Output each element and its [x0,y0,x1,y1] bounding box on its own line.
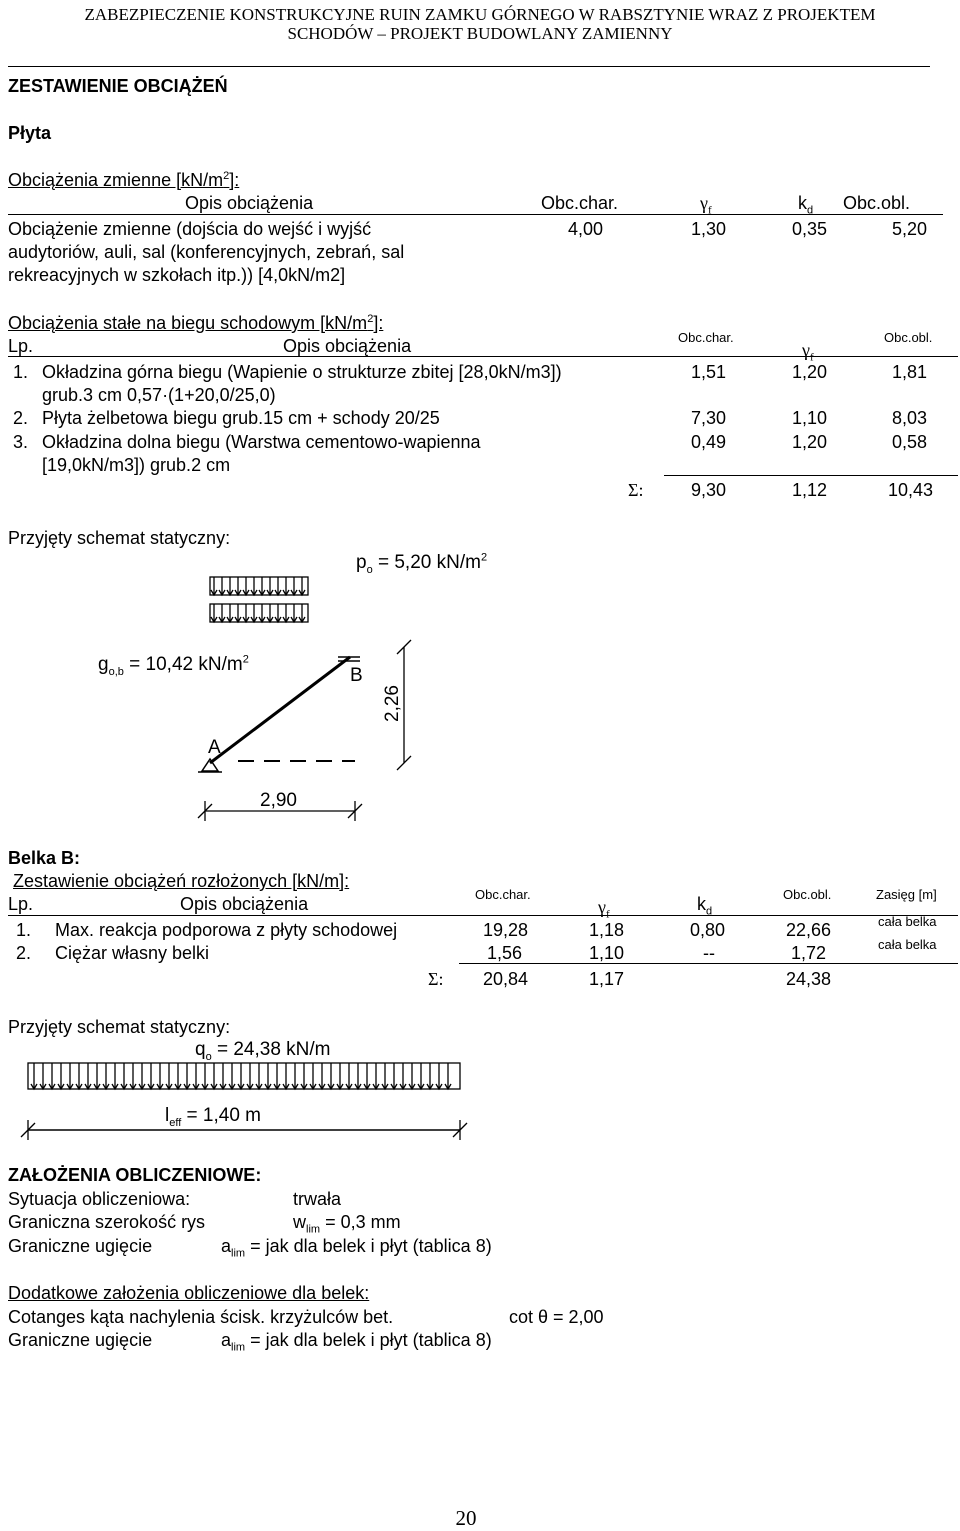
height-dimension-label: 2,26 [381,685,403,722]
dead-row-1-desc-2: grub.3 cm 0,57·(1+20,0/25,0) [42,385,276,405]
assumption-3-value: $a_{lim}$ = jak dla belek i płyt (tablica 8) [221,1236,492,1260]
dead-row-2-obl: 8,03 [891,408,927,428]
scheme-2-label: Przyjęty schemat statyczny: [8,1017,231,1037]
assumption-2-label: Graniczna szerokość rys [8,1212,206,1232]
beam-sum-char: 20,84 [482,969,528,989]
dead-col-gamma: $\gamma_f$ [802,340,814,364]
page-title: ZESTAWIENIE OBCIĄŻEŃ [8,76,228,96]
beam-row-2-char: 1,56 [486,943,522,963]
beam-row-1-obl: 22,66 [785,920,831,940]
assumption-3-label: Graniczne ugięcie [8,1236,153,1256]
live-load-label: $p_o = 5,20$ $kN/m^2$ [356,551,488,576]
beam-sum-obl: 24,38 [785,969,831,989]
beam-sum-label: Σ: [428,969,444,989]
variable-row-desc-2: audytoriów, auli, sal (konferencyjnych, zebrań, sal [8,242,405,262]
beam-row-2-lp: 2. [16,943,32,963]
assumption-1-label: Sytuacja obliczeniowa: [8,1189,191,1209]
height-dimension [397,640,411,770]
dead-col-obl: Obc.obl. [884,330,933,345]
dead-row-2-lp: 2. [13,408,29,428]
col-header-desc: Opis obciążenia [185,193,314,213]
section-subtitle: Płyta [8,123,52,143]
beam-row-1-gamma: 1,18 [588,920,624,940]
additional-2-value: $a_{lim}$ = jak dla belek i płyt (tablica 8) [221,1330,492,1354]
dead-row-3-desc-2: [19,0kN/m3]) grub.2 cm [42,455,231,475]
beam-row-2-k: -- [703,943,715,963]
variable-row-desc-1: Obciążenie zmienne (dojścia do wejść i wyjść [8,219,372,239]
header-line-2: SCHODÓW – PROJEKT BUDOWLANY ZAMIENNY [287,24,673,43]
dead-row-1-desc: Okładzina górna biegu (Wapienie o strukturze zbitej [28,0kN/m3]) [42,362,562,382]
dead-row-3-obl: 0,58 [891,432,927,452]
live-load-block [210,577,308,595]
beam-load-block [28,1063,460,1089]
dead-row-2-desc: Płyta żelbetowa biegu grub.15 cm + schody 20/25 [42,408,440,428]
variable-row-k: 0,35 [791,219,827,239]
variable-row-gamma: 1,30 [690,219,726,239]
col-header-k: $k_d$ [798,193,814,217]
dead-sum-char: 9,30 [690,480,726,500]
node-b-label: B [350,665,363,686]
beam-row-1-range: cała belka [878,914,937,929]
dead-sum-label: Σ: [628,480,644,500]
header-line-1: ZABEZPIECZENIE KONSTRUKCYJNE RUIN ZAMKU GÓRNEGO W RABSZTYNIE WRAZ Z PROJEKTEM [84,5,876,24]
dead-row-1-gamma: 1,20 [791,362,827,382]
beam-load-label: $q_o = 24,38$ kN/m [195,1039,331,1063]
dead-row-3-gamma: 1,20 [791,432,827,452]
col-header-obl: Obc.obl. [843,193,911,213]
span-dimension-label: 2,90 [260,790,297,811]
beam-col-char: Obc.char. [475,887,531,902]
beam-row-1-desc: Max. reakcja podporowa z płyty schodowej [55,920,398,940]
beam-col-k: $k_d$ [697,894,713,918]
dead-col-char: Obc.char. [678,330,734,345]
dead-row-1-obl: 1,81 [891,362,927,382]
dead-row-1-lp: 1. [13,362,29,382]
beam-col-lp: Lp. [8,894,34,914]
dead-sum-gamma: 1,12 [791,480,827,500]
additional-title: Dodatkowe założenia obliczeniowe dla belek: [8,1283,370,1303]
beam-col-gamma: $\gamma_f$ [598,897,610,921]
variable-row-char: 4,00 [567,219,603,239]
beam-row-1-lp: 1. [16,920,32,940]
dead-row-3-lp: 3. [13,432,29,452]
beam-sum-gamma: 1,17 [588,969,624,989]
beam-row-2-range: cała belka [878,937,937,952]
span-dimension [198,801,362,821]
beam-col-obl: Obc.obl. [783,887,832,902]
additional-1-value: cot θ = 2,00 [509,1307,604,1327]
col-header-gamma: $\gamma_f$ [700,193,712,217]
dead-row-2-gamma: 1,10 [791,408,827,428]
additional-2-label: Graniczne ugięcie [8,1330,153,1350]
variable-row-obl: 5,20 [891,219,927,239]
additional-1-label: Cotanges kąta nachylenia ścisk. krzyżulców bet. [8,1307,394,1327]
beam-col-desc: Opis obciążenia [180,894,309,914]
dead-load-block [210,604,308,622]
dead-row-2-char: 7,30 [690,408,726,428]
sum-rule [459,963,958,964]
beam-col-range: Zasięg [m] [876,887,937,902]
beam-title: Belka B: [8,848,81,868]
dead-loads-heading: Obciążenia stałe na biegu schodowym $[kN/m^2]$: [8,313,384,333]
dead-row-3-char: 0,49 [690,432,726,452]
page-number: 20 [455,1506,477,1530]
dead-row-1-char: 1,51 [690,362,726,382]
assumption-2-value: $w_{lim} = 0,3$ mm [293,1212,401,1236]
dead-col-lp: Lp. [8,336,34,356]
variable-row-desc-3: rekreacyjnych w szkołach itp.)) [4,0kN/m2] [8,265,346,285]
dead-row-3-desc: Okładzina dolna biegu (Warstwa cementowo-wapienna [42,432,481,452]
dead-sum-obl: 10,43 [887,480,933,500]
effective-span-label: $l_{eff} = 1,40$ m [165,1105,262,1129]
variable-loads-heading: Obciążenia zmienne $[kN/m^2]$: [8,170,240,190]
beam-row-2-obl: 1,72 [790,943,826,963]
scheme-1-label: Przyjęty schemat statyczny: [8,528,231,548]
beam-row-2-gamma: 1,10 [588,943,624,963]
support-a [198,759,222,772]
node-a-label: A [208,737,221,758]
beam-table-heading: Zestawienie obciążeń rozłożonych [kN/m]: [13,871,350,891]
assumption-1-value: trwała [293,1189,342,1209]
beam-row-1-char: 19,28 [482,920,528,940]
dead-load-label: $g_{o,b} = 10,42$ $kN/m^2$ [98,653,249,678]
beam-row-1-k: 0,80 [689,920,725,940]
dead-col-desc: Opis obciążenia [283,336,412,356]
col-header-char: Obc.char. [541,193,619,213]
beam-row-2-desc: Ciężar własny belki [55,943,210,963]
stair-flight-beam [210,657,350,763]
assumptions-title: ZAŁOŻENIA OBLICZENIOWE: [8,1165,262,1185]
table-rule [8,915,958,916]
